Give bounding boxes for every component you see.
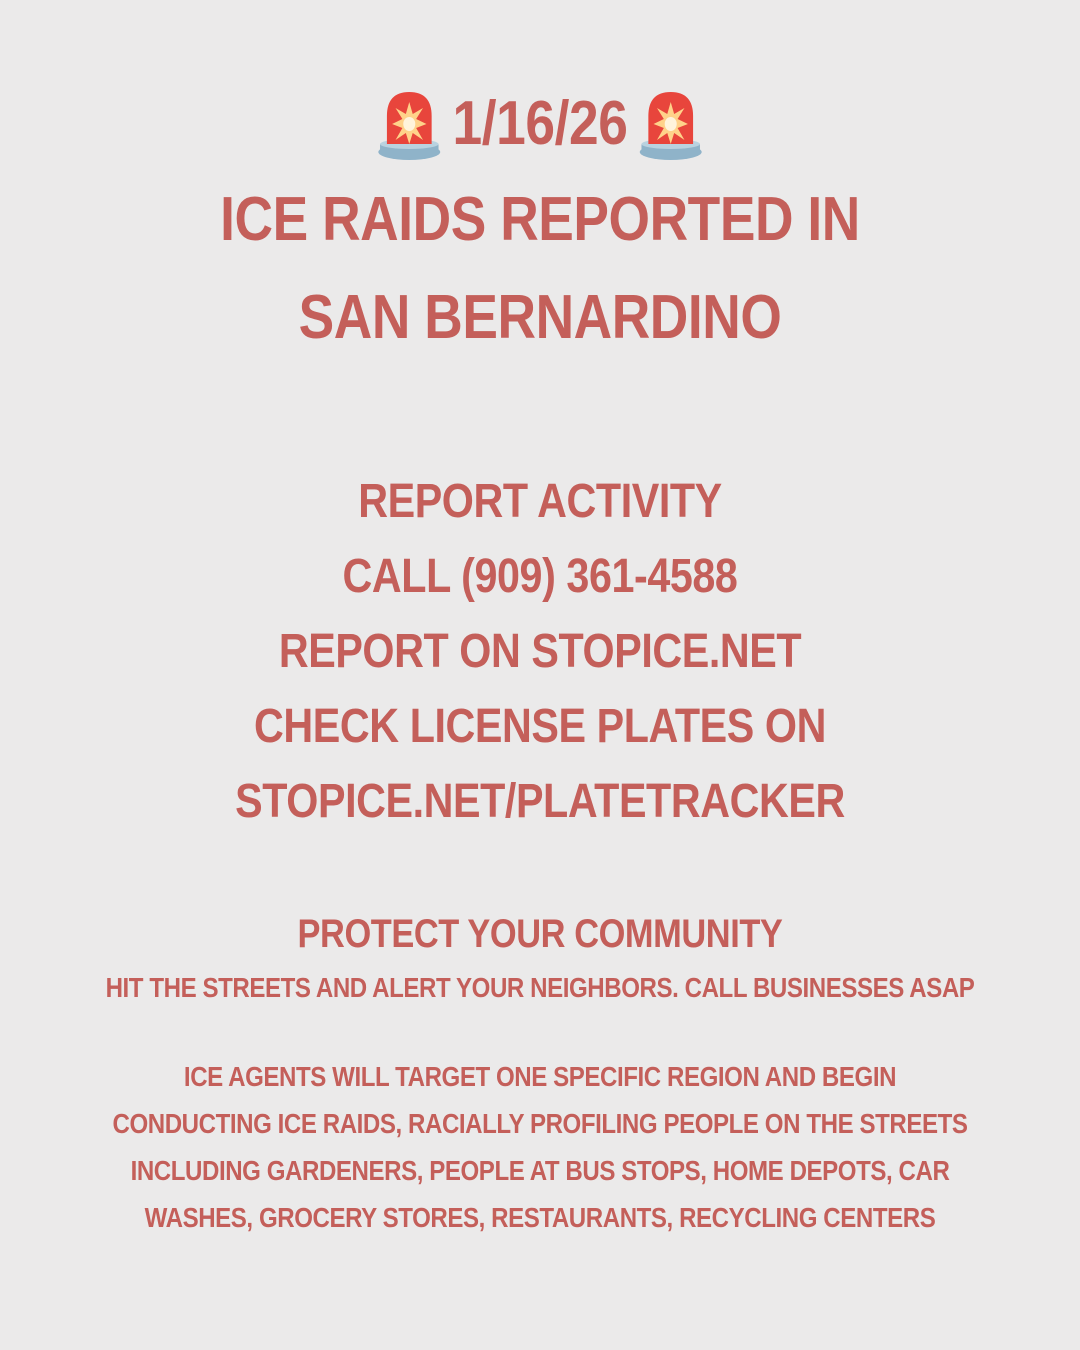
plates-line: CHECK LICENSE PLATES ON (254, 700, 826, 753)
warning-line-1: ICE AGENTS WILL TARGET ONE SPECIFIC REGION AND BEGIN (183, 1061, 897, 1092)
platetracker-line: STOPICE.NET/PLATETRACKER (235, 775, 845, 828)
call-line: CALL (909) 361-4588 (342, 550, 738, 603)
headline-line-1: ICE RAIDS REPORTED IN (220, 185, 860, 254)
protect-heading: PROTECT YOUR COMMUNITY (297, 912, 783, 956)
protect-subline: HIT THE STREETS AND ALERT YOUR NEIGHBORS. CALL BUSINESSES ASAP (105, 972, 975, 1003)
warning-line-2: CONDUCTING ICE RAIDS, RACIALLY PROFILING PEOPLE ON THE STREETS (112, 1108, 968, 1139)
date-row (76, 86, 1005, 162)
headline-line-2: SAN BERNARDINO (298, 283, 782, 352)
warning-line-3: INCLUDING GARDENERS, PEOPLE AT BUS STOPS, HOME DEPOTS, CAR (130, 1155, 950, 1186)
report-site-line: REPORT ON STOPICE.NET (278, 625, 802, 678)
police-car-light-icon (638, 86, 703, 162)
report-heading: REPORT ACTIVITY (358, 475, 722, 528)
police-car-light-icon (377, 86, 442, 162)
date-text: 1/16/26 (452, 89, 628, 158)
warning-line-4: WASHES, GROCERY STORES, RESTAURANTS, RECYCLING CENTERS (144, 1202, 936, 1233)
